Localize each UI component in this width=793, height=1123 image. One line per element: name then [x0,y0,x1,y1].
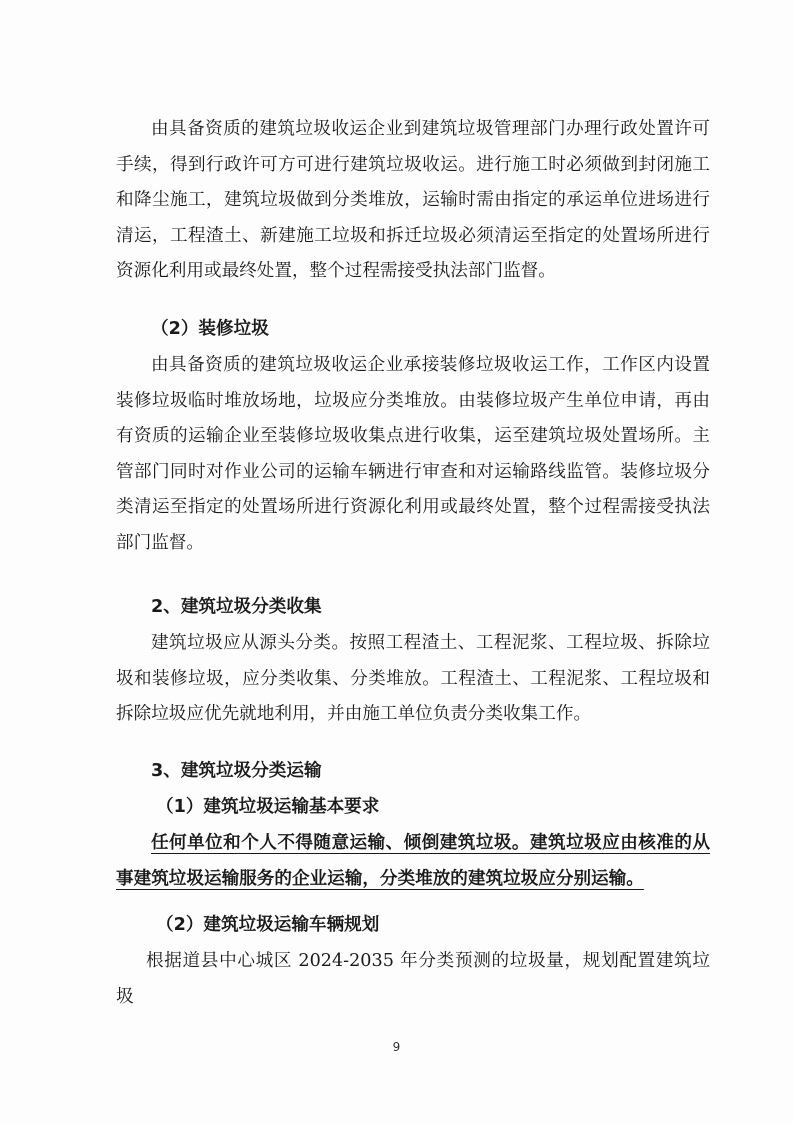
paragraph-transport-requirements: 任何单位和个人不得随意运输、倾倒建筑垃圾。建筑垃圾应由核准的从事建筑垃圾运输服务的企业运输，分类堆放的建筑垃圾应分别运输。 [116,833,710,889]
page-number: 9 [392,1040,401,1054]
paragraph-vehicle-planning: 根据道县中心城区 2024-2035 年分类预测的垃圾量，规划配置建筑垃圾 [116,951,710,1007]
paragraph-permit-process: 由具备资质的建筑垃圾收运企业到建筑垃圾管理部门办理行政处置许可手续，得到行政许可方可进行建筑垃圾收运。进行施工时必须做到封闭施工和降尘施工，建筑垃圾做到分类堆放，运输时需由指定的承运单位进场进行清运，工程渣土、新建施工垃圾和拆迁垃圾必须清运至指定的处置场所进行资源化利用或最终处置，整个过程需接受执法部门监督。 [116,119,710,282]
heading-classified-collection: 2、建筑垃圾分类收集 [151,597,322,617]
paragraph-classified-collection: 建筑垃圾应从源头分类。按照工程渣土、工程泥浆、工程垃圾、拆除垃圾和装修垃圾，应分类收集、分类堆放。工程渣土、工程泥浆、工程垃圾和拆除垃圾应优先就地利用，并由施工单位负责分类收集工作。 [116,633,710,725]
paragraph-decoration-waste: 由具备资质的建筑垃圾收运企业承接装修垃圾收运工作，工作区内设置装修垃圾临时堆放场地，垃圾应分类堆放。由装修垃圾产生单位申请，再由有资质的运输企业至装修垃圾收集点进行收集，运至建筑垃圾处置场所。主管部门同时对作业公司的运输车辆进行审查和对运输路线监管。装修垃圾分类清运至指定的处置场所进行资源化利用或最终处置，整个过程需接受执法部门监督。 [116,355,710,553]
heading-vehicle-planning: （2）建筑垃圾运输车辆规划 [156,915,380,935]
heading-classified-transport: 3、建筑垃圾分类运输 [151,761,322,781]
heading-decoration-waste: （2）装修垃圾 [151,319,269,339]
heading-transport-requirements: （1）建筑垃圾运输基本要求 [156,797,380,817]
